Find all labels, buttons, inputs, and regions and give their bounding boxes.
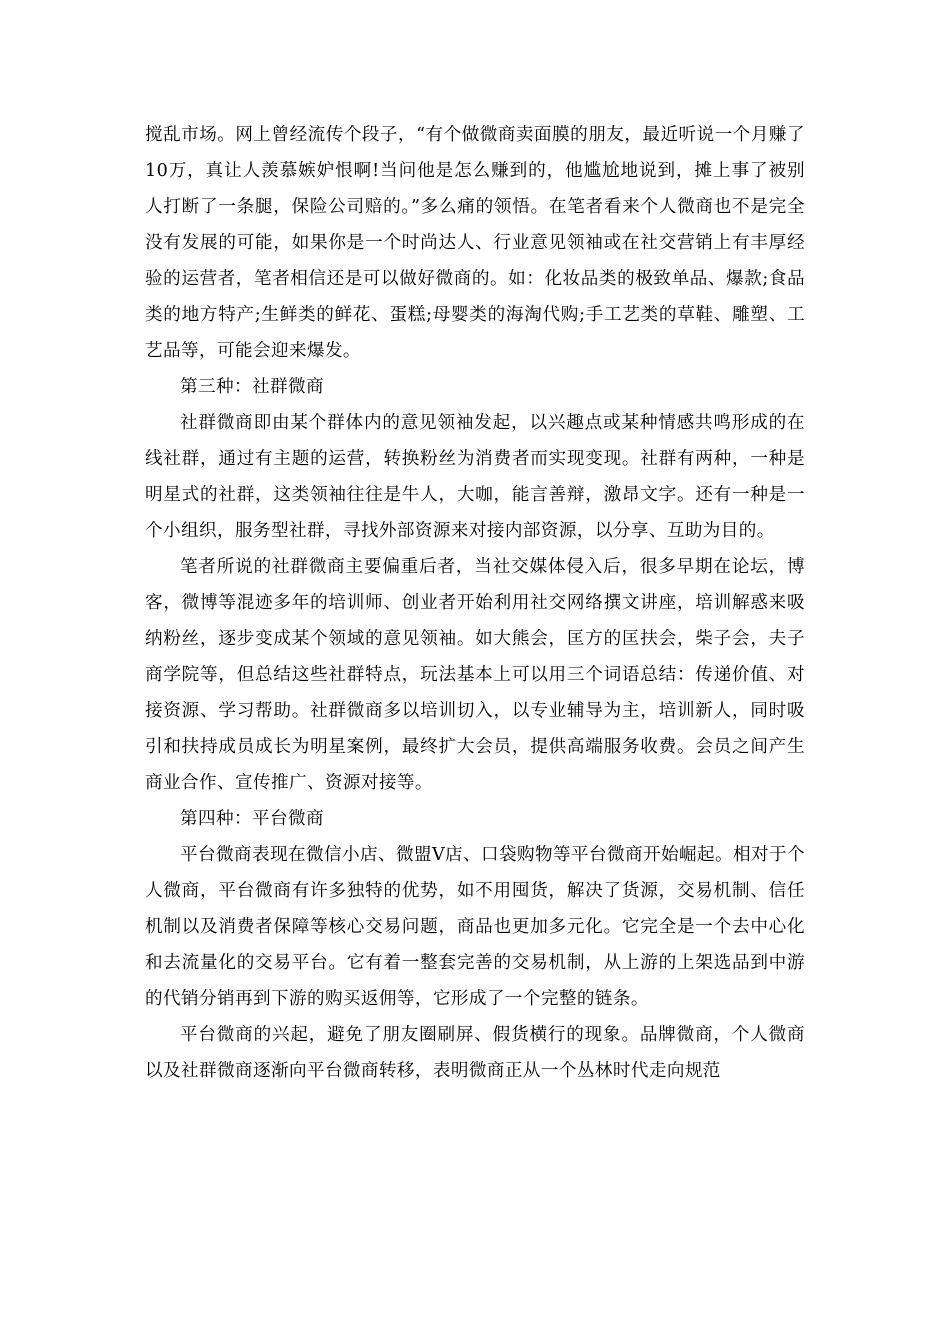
paragraph-continued: 搅乱市场。网上曾经流传个段子，“有个做微商卖面膜的朋友，最近听说一个月赚了10万，真让人羡慕嫉妒恨啊!当问他是怎么赚到的，他尴尬地说到，摊上事了被别人打断了一条腿，保险公司赔的。”多么痛的领悟。在笔者看来个人微商也不是完全没有发展的可能，如果你是一个时尚达人、行业意见领袖或在社交营销上有丰厚经验的运营者，笔者相信还是可以做好微商的。如：化妆品类的极致单品、爆款;食品类的地方特产;生鲜类的鲜花、蛋糕;母婴类的海淘代购;手工艺类的草鞋、雕塑、工艺品等，可能会迎来爆发。 <box>145 125 805 361</box>
section-heading-fourth: 第四种：平台微商 <box>180 809 324 829</box>
paragraph: 平台微商表现在微信小店、微盟V店、口袋购物等平台微商开始崛起。相对于个人微商，平台微商有许多独特的优势，如不用囤货，解决了货源，交易机制、信任机制以及消费者保障等核心交易问题，商品也更加多元化。它完全是一个去中心化和去流量化的交易平台。它有着一整套完善的交易机制，从上游的上架选品到中游的代销分销再到下游的购买返佣等，它形成了一个完整的链条。 <box>145 845 805 1009</box>
paragraph: 平台微商的兴起，避免了朋友圈刷屏、假货横行的现象。品牌微商，个人微商以及社群微商逐渐向平台微商转移，表明微商正从一个丛林时代走向规范 <box>145 1025 805 1081</box>
section-heading-third: 第三种：社群微商 <box>180 377 324 397</box>
paragraph: 笔者所说的社群微商主要偏重后者，当社交媒体侵入后，很多早期在论坛，博客，微博等混迹多年的培训师、创业者开始利用社交网络撰文讲座，培训解惑来吸纳粉丝，逐步变成某个领域的意见领袖。如大熊会，匡方的匡扶会，柴子会，夫子商学院等，但总结这些社群特点，玩法基本上可以用三个词语总结：传递价值、对接资源、学习帮助。社群微商多以培训切入，以专业辅导为主，培训新人，同时吸引和扶持成员成长为明星案例，最终扩大会员，提供高端服务收费。会员之间产生商业合作、宣传推广、资源对接等。 <box>145 557 805 793</box>
paragraph: 社群微商即由某个群体内的意见领袖发起，以兴趣点或某种情感共鸣形成的在线社群，通过有主题的运营，转换粉丝为消费者而实现变现。社群有两种，一种是明星式的社群，这类领袖往往是牛人，大咖，能言善辩，激昂文字。还有一种是一个小组织，服务型社群，寻找外部资源来对接内部资源，以分享、互助为目的。 <box>145 413 805 541</box>
document-body <box>145 117 805 1089</box>
